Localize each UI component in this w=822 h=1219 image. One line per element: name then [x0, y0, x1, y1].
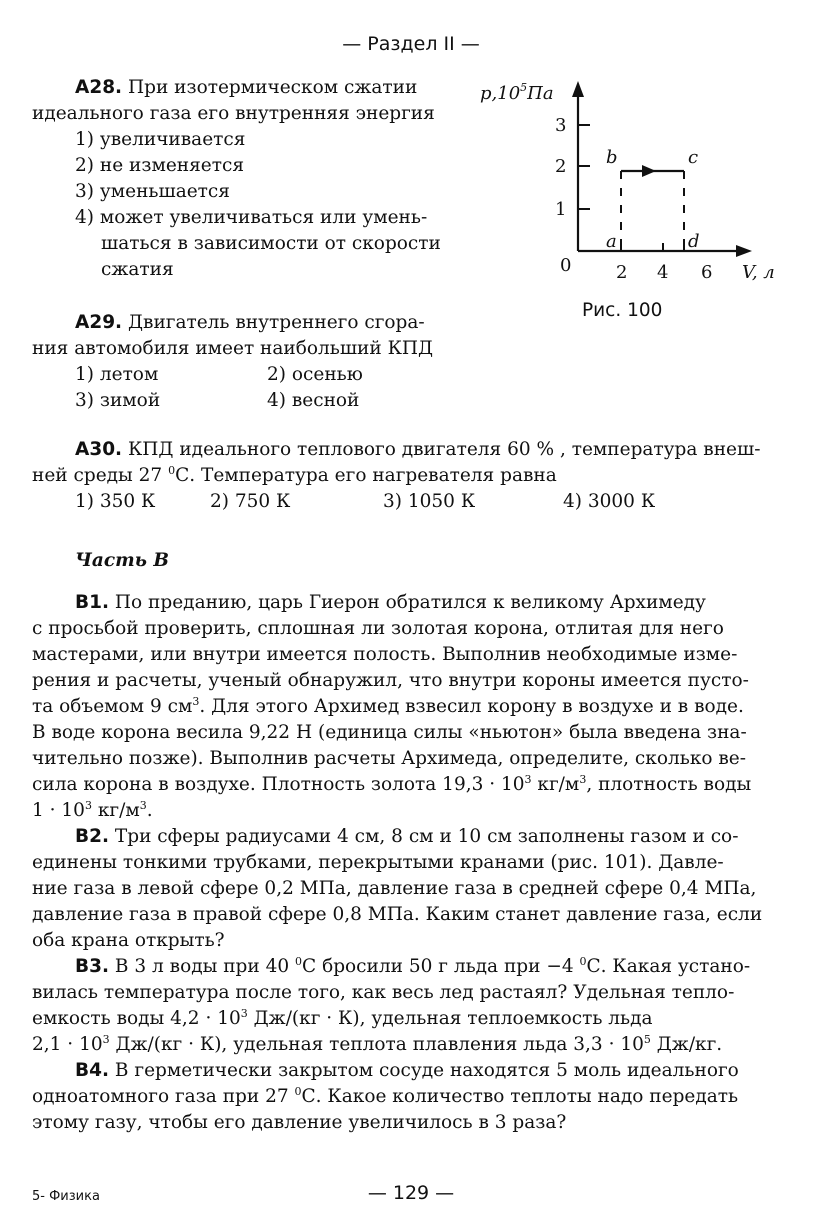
section-header: — Раздел II —	[342, 33, 480, 55]
option: 3) уменьшается	[75, 181, 230, 202]
option-cont: шаться в зависимости от скорости	[101, 233, 441, 254]
footer-book-label: 5- Физика	[32, 1189, 100, 1204]
text-line: $2,1 \cdot 10^3$ Дж/(кг · К), удельная теплота плавления льда $3,3 \cdot 10^5$ Дж/кг.	[32, 1032, 723, 1055]
text-line: рения и расчеты, ученый обнаружил, что внутри короны имеется пусто-	[32, 670, 749, 691]
question-a29	[32, 310, 495, 414]
question-number: А30.	[75, 439, 123, 460]
option: 3) зимой	[75, 390, 161, 411]
text-line: В воде корона весила 9,22 Н (единица силы «ньютон» была введена зна-	[32, 722, 747, 743]
question-number: А29.	[75, 312, 123, 333]
point-label-b: b	[606, 147, 618, 168]
question-b3-line: В3. В 3 л воды при 40 $^0$С бросили 50 г льда при −4 $^0$С. Какая устано-	[75, 954, 751, 977]
page-number: — 129 —	[367, 1182, 455, 1204]
question-number: В2.	[75, 826, 110, 847]
text-line: ней среды 27 $^0$С. Температура его нагревателя равна	[32, 463, 557, 486]
option: 4) весной	[267, 390, 360, 411]
text-line: ние газа в левой сфере 0,2 МПа, давление газа в средней сфере 0,4 МПа,	[32, 878, 757, 899]
question-b4-line: В4. В герметически закрытом сосуде находятся 5 моль идеального	[75, 1060, 739, 1081]
option: 2) не изменяется	[75, 155, 245, 176]
option: 1) летом	[75, 364, 159, 385]
point-label-a: a	[606, 231, 617, 252]
text-line: та объемом 9 $см^3$. Для этого Архимед взвесил корону в воздухе и в воде.	[32, 694, 744, 717]
x-arrow-icon	[736, 245, 752, 257]
text-line: одноатомного газа при 27 $^0$С. Какое количество теплоты надо передать	[32, 1084, 739, 1107]
option: 2) осенью	[267, 364, 363, 385]
option: 1) 350 К	[75, 491, 156, 512]
x-tick-label: 6	[701, 262, 713, 283]
text-line: $1 \cdot 10^3$ $кг/м^3$.	[32, 798, 153, 821]
y-tick-label: 1	[555, 199, 567, 220]
text-line: Двигатель внутреннего сгора-	[127, 312, 425, 333]
figure-caption: Рис. 100	[582, 300, 663, 321]
x-tick-label: 2	[616, 262, 628, 283]
text-line: ния автомобиля имеет наибольший КПД	[32, 338, 434, 359]
y-axis-label: $p,10^5Па$	[480, 81, 554, 104]
text-line: сила корона в воздухе. Плотность золота $19,3 \cdot 10^3$ $кг/м^3$, плотность воды	[32, 772, 752, 795]
process-arrow-icon	[642, 165, 656, 177]
question-number: В1.	[75, 592, 110, 613]
question-a28	[32, 75, 475, 283]
option: 4) 3000 К	[563, 491, 656, 512]
text-line: При изотермическом сжатии	[127, 77, 418, 98]
option: 4) может увеличиваться или умень-	[75, 207, 428, 228]
text-line: мастерами, или внутри имеется полость. Выполнив необходимые изме-	[32, 644, 738, 665]
option-cont: сжатия	[101, 259, 174, 280]
text-line: оба крана открыть?	[32, 930, 225, 951]
text-line: с просьбой проверить, сплошная ли золотая корона, отлитая для него	[32, 618, 724, 639]
text-line: вилась температура после того, как весь лед растаял? Удельная тепло-	[32, 982, 735, 1003]
x-axis-label: V, л	[742, 262, 775, 283]
option: 1) увеличивается	[75, 129, 246, 150]
y-tick-label: 2	[555, 156, 567, 177]
option: 3) 1050 К	[383, 491, 476, 512]
text-line: единены тонкими трубками, перекрытыми кранами (рис. 101). Давле-	[32, 852, 724, 873]
text-line: идеального газа его внутренняя энергия	[32, 103, 435, 124]
origin-label: 0	[560, 255, 572, 276]
question-number: В3.	[75, 956, 110, 977]
y-arrow-icon	[572, 81, 584, 97]
part-b-heading: Часть В	[75, 550, 169, 571]
point-label-d: d	[688, 231, 700, 252]
option: 2) 750 К	[210, 491, 291, 512]
part-b-body	[32, 590, 792, 1136]
question-number: А28.	[75, 77, 123, 98]
figure-pv-graph	[470, 75, 800, 295]
text-line: давление газа в правой сфере 0,8 МПа. Каким станет давление газа, если	[32, 904, 763, 925]
y-tick-label: 3	[555, 115, 567, 136]
question-b1-line: В1. По преданию, царь Гиерон обратился к великому Архимеду	[75, 592, 706, 613]
point-label-c: c	[688, 147, 699, 168]
text-line: чительно позже). Выполнив расчеты Архимеда, определите, сколько ве-	[32, 748, 747, 769]
question-b2-line: В2. Три сферы радиусами 4 см, 8 см и 10 см заполнены газом и со-	[75, 826, 739, 847]
x-tick-label: 4	[657, 262, 669, 283]
text-line: этому газу, чтобы его давление увеличилось в 3 раза?	[32, 1112, 567, 1133]
question-a30	[32, 437, 792, 515]
text-line: емкость воды $4,2 \cdot 10^3$ Дж/(кг · К), удельная теплоемкость льда	[32, 1006, 653, 1029]
question-number: В4.	[75, 1060, 110, 1081]
text-line: КПД идеального теплового двигателя 60 % , температура внеш-	[127, 439, 761, 460]
